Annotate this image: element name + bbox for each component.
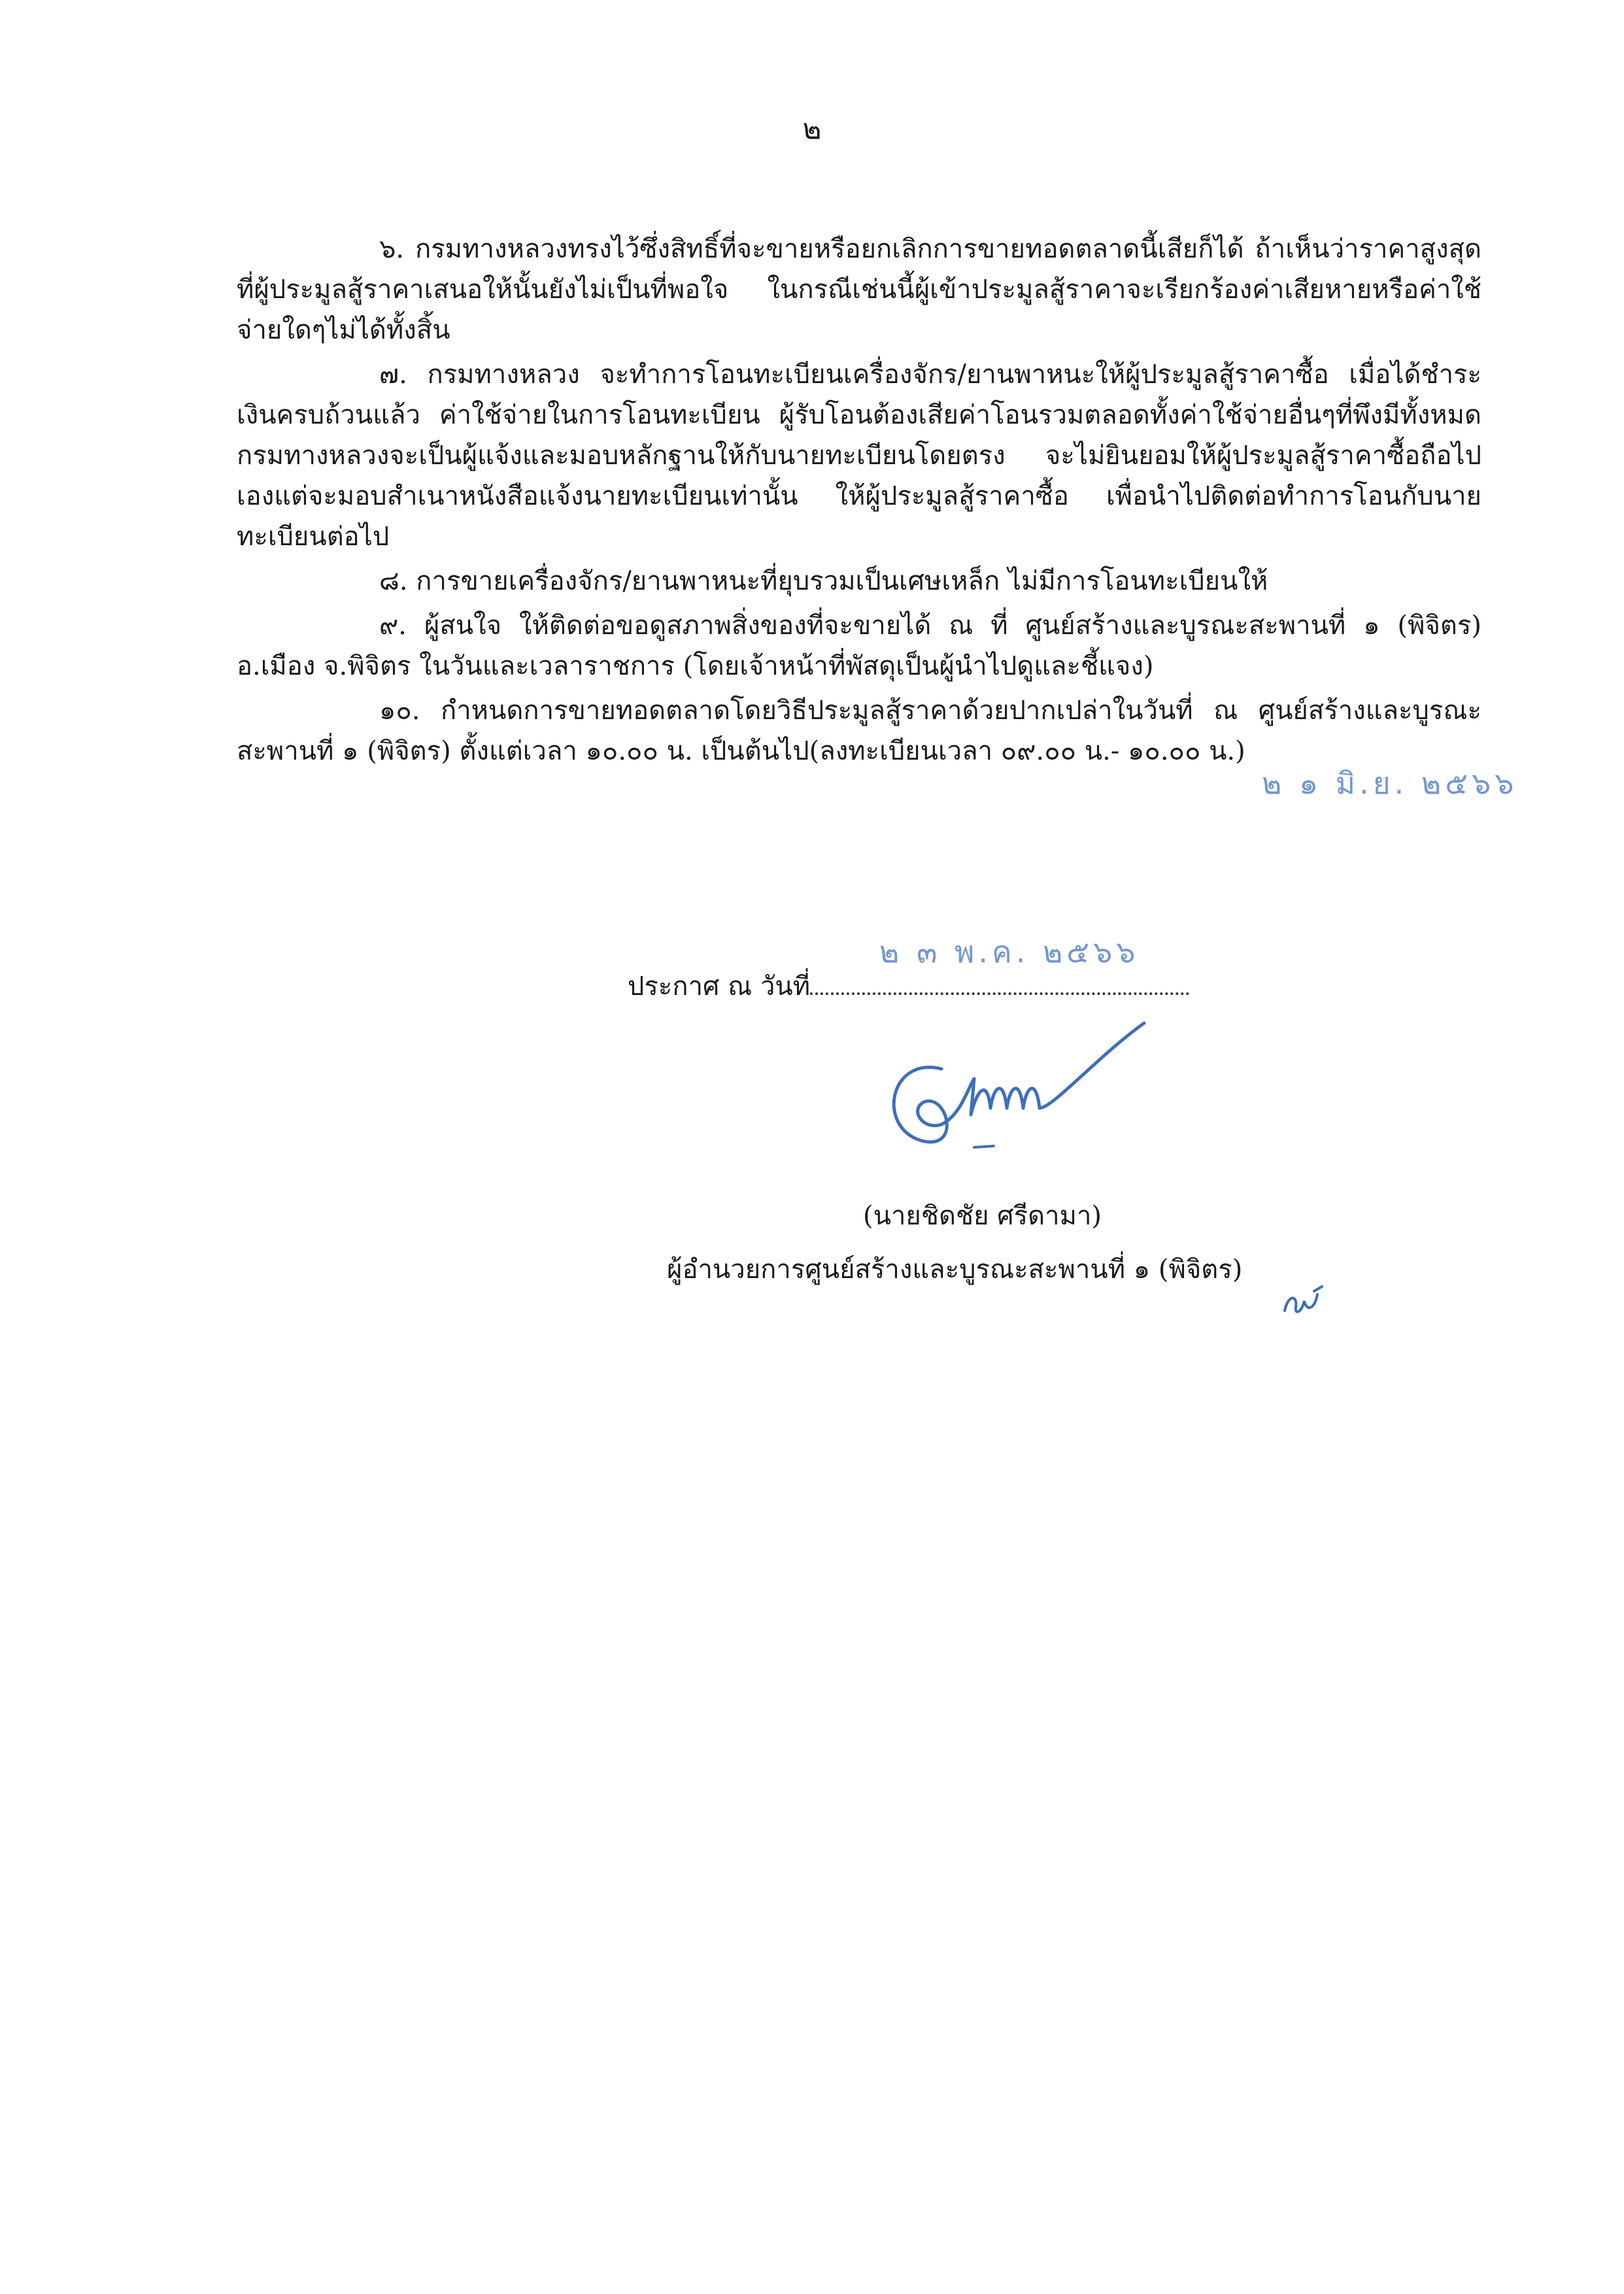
signer-name: (นายชิดชัย ศรีดามา)	[863, 1201, 1102, 1231]
clause-8: ๘. การขายเครื่องจักร/ยานพาหนะที่ยุบรวมเป็นเศษเหล็ก ไม่มีการโอนทะเบียนให้	[379, 566, 1268, 596]
clause-7: ๗. กรมทางหลวง จะทำการโอนทะเบียนเครื่องจักร/ยานพาหนะให้ผู้ประมูลสู้ราคาซื้อ เมื่อได้ชำระเงินครบถ้วนแล้ว ค่าใช้จ่ายในการโอนทะเบียน ผู้รับโอนต้องเสียค่าโอนรวมตลอดทั้งค่าใช้จ่ายอื่นๆที่พึงมีทั้งหมดกรมทางหลวงจะเป็นผู้แจ้งและมอบหลักฐานให้กับนายทะเบียนโดยตรง จะไม่ยินยอมให้ผู้ประมูลสู้ราคาซื้อถือไปเองแต่จะมอบสำเนาหนังสือแจ้งนายทะเบียนเท่านั้น ให้ผู้ประมูลสู้ราคาซื้อ เพื่อนำไปติดต่อทำการโอนกับนายทะเบียนต่อไป	[237, 360, 1481, 552]
document-body	[237, 229, 1481, 775]
auction-date-stamp: ๒ ๑ มิ.ย. ๒๕๖๖	[1262, 766, 1518, 801]
initials-mark	[1281, 1281, 1327, 1321]
announcement-date-label: ประกาศ ณ วันที่	[628, 971, 811, 1002]
clause-6: ๖. กรมทางหลวงทรงไว้ซึ่งสิทธิ์ที่จะขายหรือยกเลิกการขายทอดตลาดนี้เสียก็ได้ ถ้าเห็นว่าราคาสูงสุดที่ผู้ประมูลสู้ราคาเสนอให้นั้นยังไม่เป็นที่พอใจ ในกรณีเช่นนี้ผู้เข้าประมูลสู้ราคาจะเรียกร้องค่าเสียหายหรือค่าใช้จ่ายใดๆไม่ได้ทั้งสิ้น	[237, 234, 1481, 345]
page-number: ๒	[802, 112, 822, 146]
clause-10: ๑๐. กำหนดการขายทอดตลาดโดยวิธีประมูลสู้ราคาด้วยปากเปล่าในวันที่ ณ ศูนย์สร้างและบูรณะสะพานที่ ๑ (พิจิตร) ตั้งแต่เวลา ๑๐.๐๐ น. เป็นต้นไป(ลงทะเบียนเวลา ๐๙.๐๐ น.- ๑๐.๐๐ น.)	[237, 696, 1481, 766]
signature-image	[863, 1017, 1164, 1173]
signer-title: ผู้อำนวยการศูนย์สร้างและบูรณะสะพานที่ ๑ (พิจิตร)	[667, 1255, 1243, 1285]
clause-9: ๙. ผู้สนใจ ให้ติดต่อขอดูสภาพสิ่งของที่จะขายได้ ณ ที่ ศูนย์สร้างและบูรณะสะพานที่ ๑ (พิจิตร) อ.เมือง จ.พิจิตร ในวันและเวลาราชการ (โดยเจ้าหน้าที่พัสดุเป็นผู้นำไปดูและชี้แจง)	[237, 611, 1481, 681]
announcement-date-stamp: ๒ ๓ พ.ค. ๒๕๖๖	[879, 934, 1140, 970]
